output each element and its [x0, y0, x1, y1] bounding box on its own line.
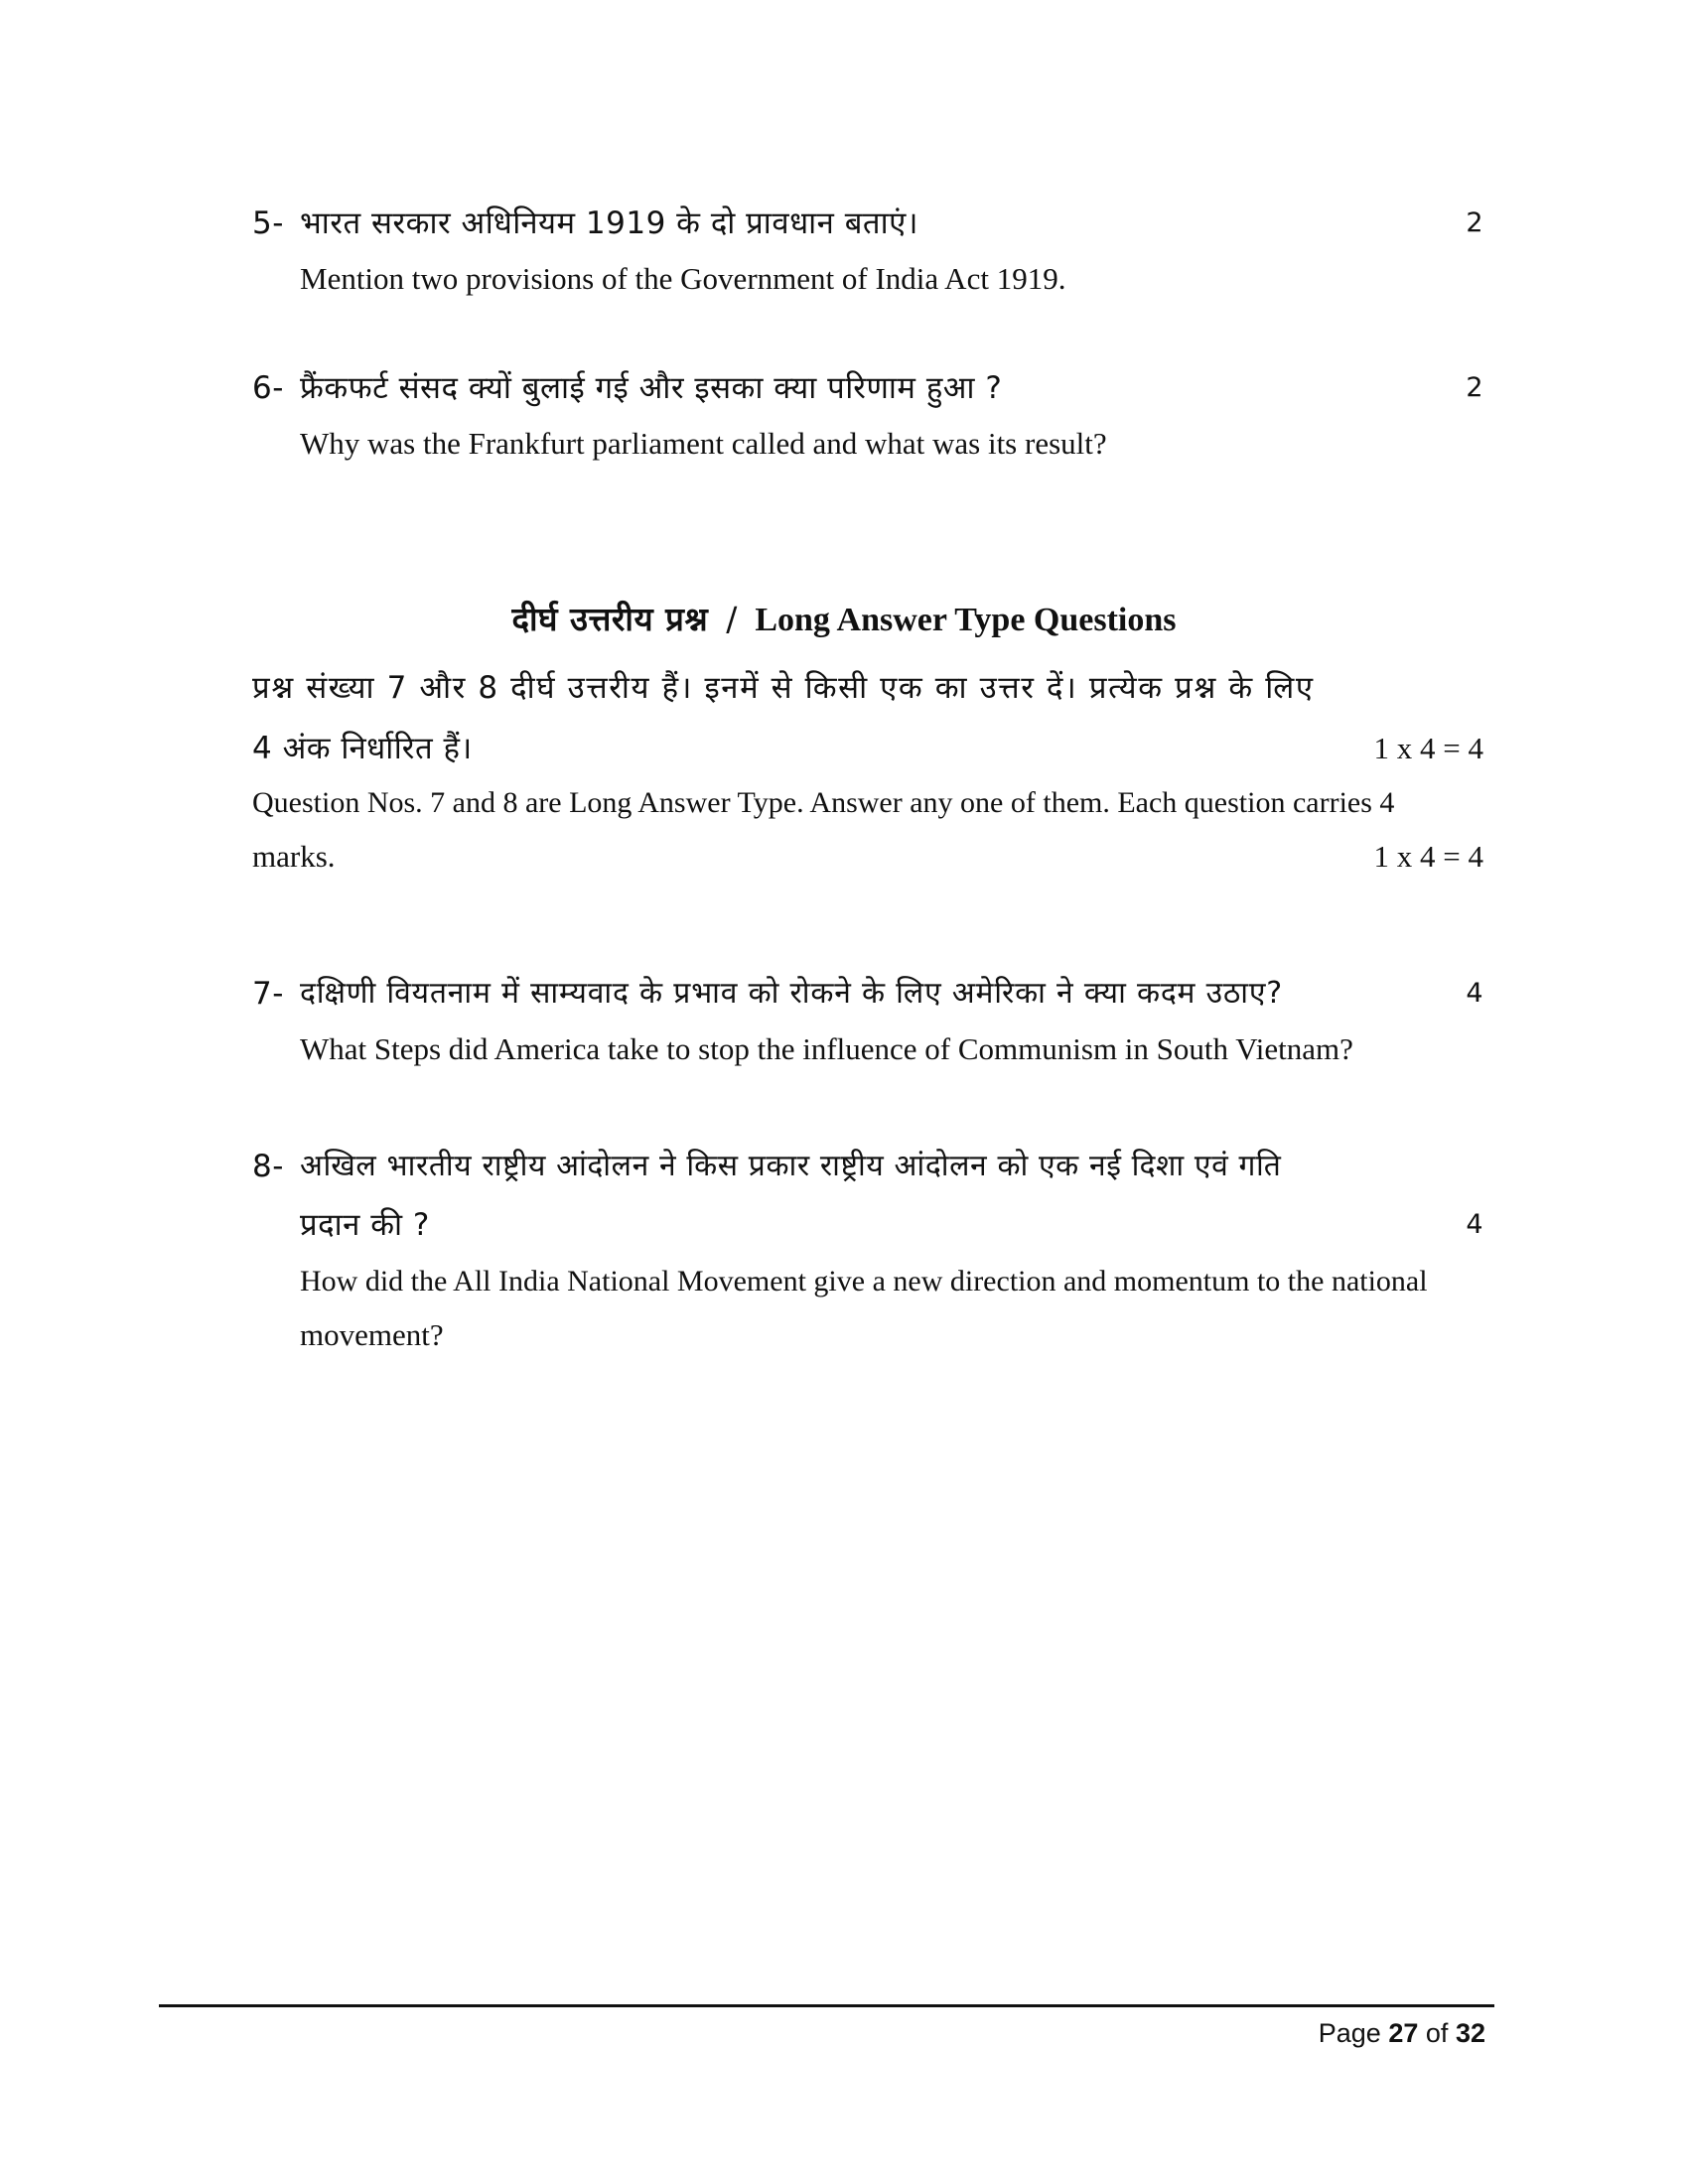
- instruction-hindi-line-1: प्रश्न संख्या 7 और 8 दीर्घ उत्तरीय हैं। इनमें से किसी एक का उत्तर दें। प्रत्येक प्रश्न के लिए: [252, 670, 1315, 706]
- instruction-hindi-line-2: 4 अंक निर्धारित हैं।: [252, 731, 473, 766]
- instruction-english-line-2: marks.: [252, 839, 336, 874]
- question-8: [252, 1138, 1483, 1362]
- question-5: [252, 195, 1483, 306]
- question-english-text: What Steps did America take to stop the influence of Communism in South Vietnam?: [300, 1031, 1353, 1066]
- section-instructions: [252, 655, 1483, 884]
- question-marks: 2: [1466, 372, 1483, 403]
- question-hindi-text-line-2: प्रदान की ?: [300, 1207, 430, 1243]
- section-title-hindi: दीर्घ उत्तरीय प्रश्न: [511, 600, 709, 638]
- question-marks: 4: [1466, 978, 1483, 1009]
- instruction-english-marks: 1 x 4 = 4: [1373, 839, 1483, 874]
- question-hindi-text-line-1: अखिल भारतीय राष्ट्रीय आंदोलन ने किस प्रकार राष्ट्रीय आंदोलन को एक नई दिशा एवं गति: [300, 1149, 1282, 1183]
- question-english-text: Why was the Frankfurt parliament called and what was its result?: [300, 426, 1107, 461]
- section-title-english: Long Answer Type Questions: [755, 602, 1177, 638]
- instruction-english-line-1: Question Nos. 7 and 8 are Long Answer Type. Answer any one of them. Each question carries 4: [252, 786, 1395, 819]
- page-of: of: [1425, 2018, 1449, 2048]
- question-number: 8-: [252, 1149, 284, 1184]
- question-marks: 4: [1466, 1209, 1483, 1240]
- page-label: Page: [1318, 2018, 1381, 2048]
- question-hindi-text: भारत सरकार अधिनियम 1919 के दो प्रावधान बताएं।: [300, 205, 919, 241]
- instruction-hindi-marks: 1 x 4 = 4: [1373, 731, 1483, 765]
- question-6-hindi-row: [252, 359, 1483, 417]
- page-current: 27: [1388, 2018, 1419, 2048]
- page-number: [1319, 2013, 1485, 2053]
- question-6: [252, 359, 1483, 471]
- question-number: 6-: [252, 370, 284, 406]
- question-8-hindi-row-2: [252, 1195, 1483, 1255]
- question-5-hindi-row: [252, 195, 1483, 252]
- question-marks: 2: [1466, 207, 1483, 238]
- question-7-hindi-row: [252, 965, 1483, 1023]
- section-title-separator: /: [726, 600, 738, 638]
- question-english-text-line-1: How did the All India National Movement give a new direction and momentum to the national: [300, 1265, 1428, 1297]
- section-heading: [0, 592, 1688, 654]
- instruction-hindi-line-2-row: [252, 721, 1483, 776]
- question-english-text-line-2: movement?: [300, 1317, 444, 1352]
- question-english-text: Mention two provisions of the Government of India Act 1919.: [300, 261, 1066, 296]
- question-hindi-text: दक्षिणी वियतनाम में साम्यवाद के प्रभाव को रोकने के लिए अमेरिका ने क्या कदम उठाए?: [300, 976, 1283, 1011]
- instruction-english-line-2-row: [252, 830, 1483, 884]
- question-number: 7-: [252, 976, 284, 1012]
- page-total: 32: [1455, 2018, 1485, 2048]
- question-number: 5-: [252, 205, 284, 241]
- footer-divider: [159, 2004, 1494, 2007]
- question-8-hindi-row-1: [252, 1138, 1483, 1195]
- question-7: [252, 965, 1483, 1076]
- question-hindi-text: फ्रैंकफर्ट संसद क्यों बुलाई गई और इसका क्या परिणाम हुआ ?: [300, 370, 1003, 406]
